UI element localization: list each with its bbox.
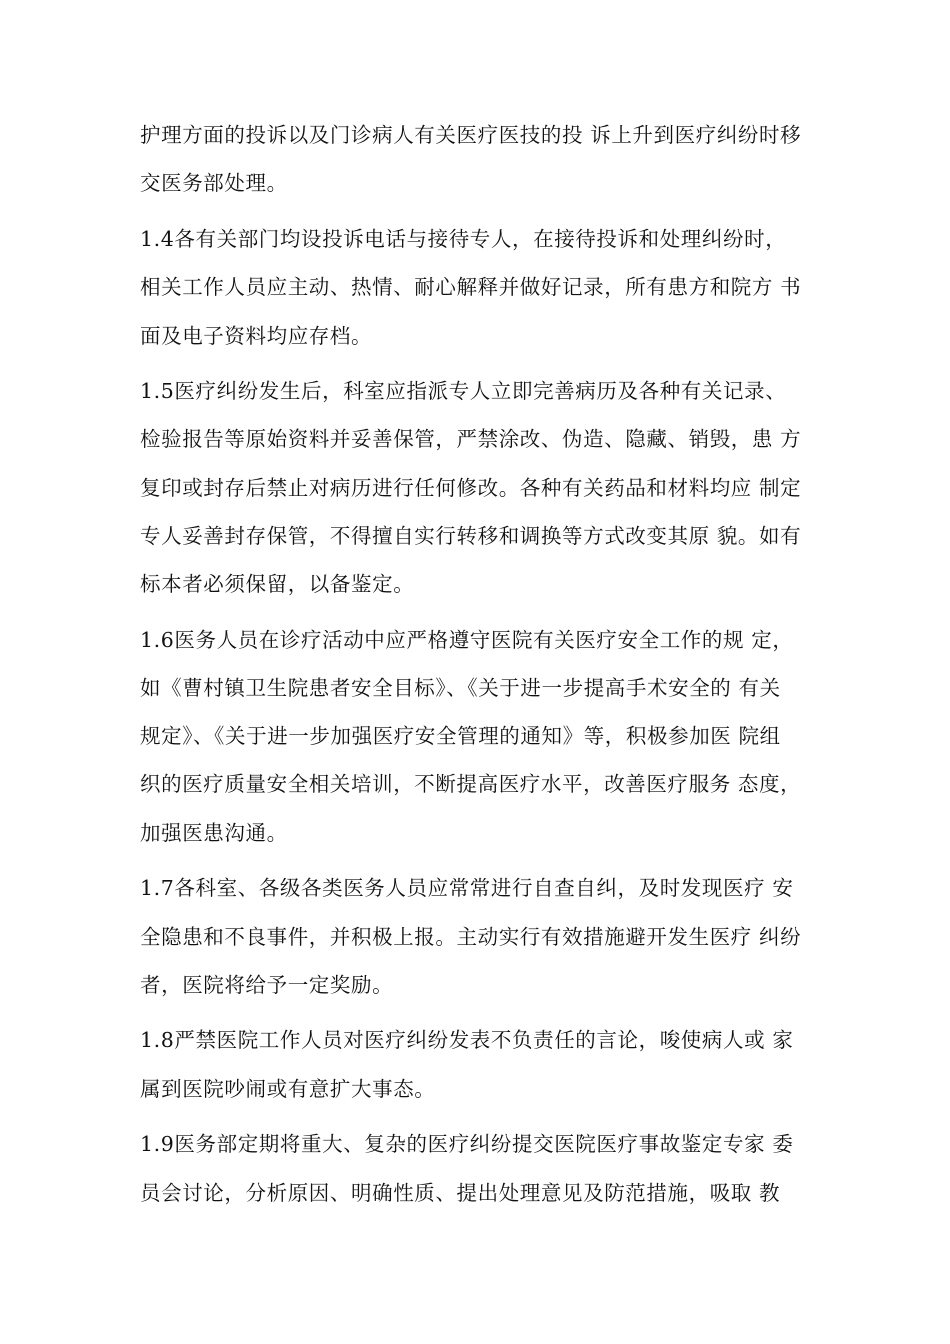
text-line: 复印或封存后禁止对病历进行任何修改。各种有关药品和材料均应 制定 [140, 476, 802, 500]
text-line: 1.5医疗纠纷发生后，科室应指派专人立即完善病历及各种有关记录、 [140, 379, 787, 403]
text-line: 者，医院将给予一定奖励。 [140, 973, 394, 997]
text-line: 1.4各有关部门均设投诉电话与接待专人，在接待投诉和处理纠纷时， [140, 227, 787, 251]
text-line: 检验报告等原始资料并妥善保管，严禁涂改、伪造、隐藏、销毁，患 方 [140, 427, 802, 451]
text-line: 属到医院吵闹或有意扩大事态。 [140, 1077, 436, 1101]
text-line: 如《曹村镇卫生院患者安全目标》、《关于进一步提高手术安全的 有关 [140, 676, 781, 700]
text-line: 规定》、《关于进一步加强医疗安全管理的通知》等，积极参加医 院组 [140, 724, 781, 748]
text-line: 面及电子资料均应存档。 [140, 324, 373, 348]
text-line: 全隐患和不良事件，并积极上报。主动实行有效措施避开发生医疗 纠纷 [140, 925, 802, 949]
text-line: 员会讨论，分析原因、明确性质、提出处理意见及防范措施，吸取 教 [140, 1181, 781, 1205]
text-line: 加强医患沟通。 [140, 821, 288, 845]
text-line: 1.8严禁医院工作人员对医疗纠纷发表不负责任的言论，唆使病人或 家 [140, 1028, 794, 1052]
text-line: 1.6医务人员在诊疗活动中应严格遵守医院有关医疗安全工作的规 定， [140, 628, 794, 652]
text-line: 相关工作人员应主动、热情、耐心解释并做好记录，所有患方和院方 书 [140, 275, 802, 299]
text-line: 织的医疗质量安全相关培训，不断提高医疗水平，改善医疗服务 态度， [140, 772, 802, 796]
text-line: 专人妥善封存保管，不得擅自实行转移和调换等方式改变其原 貌。如有 [140, 524, 802, 548]
text-line: 1.7各科室、各级各类医务人员应常常进行自查自纠，及时发现医疗 安 [140, 876, 794, 900]
text-line: 1.9医务部定期将重大、复杂的医疗纠纷提交医院医疗事故鉴定专家 委 [140, 1132, 794, 1156]
text-line: 标本者必须保留，以备鉴定。 [140, 572, 415, 596]
text-line: 交医务部处理。 [140, 171, 288, 195]
text-line: 护理方面的投诉以及门诊病人有关医疗医技的投 诉上升到医疗纠纷时移 [140, 123, 802, 147]
